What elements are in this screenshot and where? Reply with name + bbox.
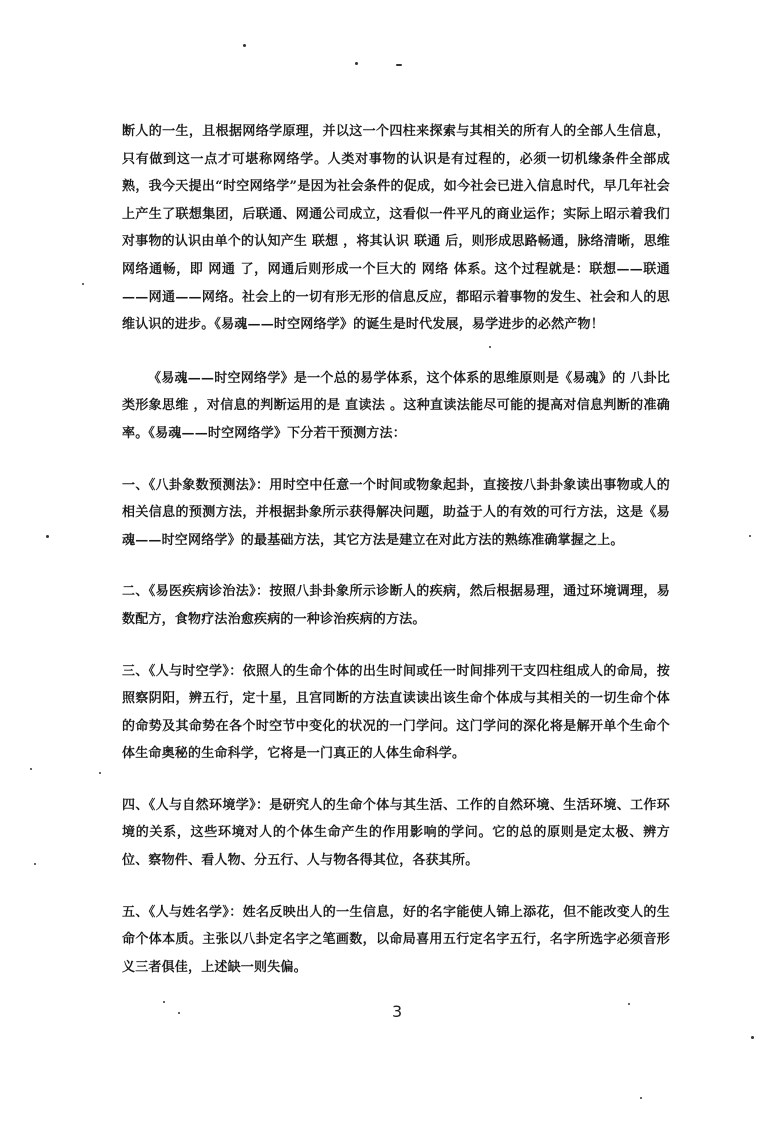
body-text: [122, 118, 670, 981]
scan-speck: [751, 1036, 754, 1039]
scan-speck: [396, 64, 402, 66]
paragraph-method-4: 四、《人与自然环境学》：是研究人的生命个体与其生活、工作的自然环境、生活环境、工作环境的关系，这些环境对人的个体生命产生的作用影响的学问。它的总的原则是定太极、辨方位、察物件、看人物、分五行、人与物各得其位，各获其所。: [122, 797, 670, 869]
paragraph-system-overview: 《易魂——时空网络学》是一个总的易学体系，这个体系的思维原则是《易魂》的 八卦比类形象思维 ，对信息的判断运用的是 直读法 。这种直读法能尽可能的提高对信息判断的准确率。《易魂——时空网络学》下分若干预测方法：: [122, 370, 670, 441]
scan-speck: [178, 1012, 180, 1014]
scan-speck: [243, 44, 246, 47]
page-number: 3: [392, 1002, 403, 1021]
scan-speck: [34, 863, 36, 865]
scan-speck: [46, 535, 49, 538]
scan-speck: [163, 1001, 165, 1003]
paragraph-method-1: 一、《八卦象数预测法》：用时空中任意一个时间或物象起卦，直接按八卦卦象读出事物或人的相关信息的预测方法，并根据卦象所示获得解决问题，助益于人的有效的可行方法，这是《易魂——时空网络学》的最基础方法，其它方法是建立在对此方法的熟练准确掌握之上。: [122, 477, 670, 548]
scan-speck: [30, 768, 32, 770]
scan-speck: [628, 1003, 630, 1005]
paragraph-network-intro: 断人的一生，且根据网络学原理，并以这一个四柱来探索与其相关的所有人的全部人生信息，只有做到这一点才可堪称网络学。人类对事物的认识是有过程的，必须一切机缘条件全部成熟，我今天提出“时空网络学”是因为社会条件的促成，如今社会已进入信息时代，早几年社会上产生了联想集团，后联通、网通公司成立，这看似一件平凡的商业运作；实际上昭示着我们对事物的认识由单个的认知产生 联想 ，将其认识 联通 后，则形成思路畅通，脉络清晰，思维网络通畅，即 网通 了，网通后则形成一个巨大的 网络 体系。这个过程就是：联想——联通——网通——网络。社会上的一切有形无形的信息反应，都昭示着事物的发生、社会和人的思维认识的进步。《易魂——时空网络学》的诞生是时代发展，易学进步的必然产物！: [122, 124, 670, 333]
paragraph-method-5: 五、《人与姓名学》：姓名反映出人的一生信息，好的名字能使人锦上添花，但不能改变人的生命个体本质。主张以八卦定名字之笔画数，以命局喜用五行定名字五行，名字所选字必须音形义三者俱佳，上述缺一则失偏。: [122, 904, 670, 975]
scan-speck: [99, 772, 101, 774]
scan-speck: [82, 283, 84, 285]
scan-speck: [355, 62, 358, 65]
scan-speck: [640, 1097, 642, 1099]
paragraph-method-3: 三、《人与时空学》：依照人的生命个体的出生时间或任一时间排列干支四柱组成人的命局，按照察阴阳，辨五行，定十星，且宫同断的方法直读读出该生命个体成与其相关的一切生命个体的命势及其命势在各个时空节中变化的状况的一门学问。这门学问的深化将是解开单个生命个体生命奥秘的生命科学，它将是一门真正的人体生命科学。: [122, 663, 670, 762]
scan-speck: [749, 535, 751, 537]
paragraph-method-2: 二、《易医疾病诊治法》：按照八卦卦象所示诊断人的疾病，然后根据易理，通过环境调理，易数配方，食物疗法治愈疾病的一种诊治疾病的方法。: [122, 584, 670, 627]
